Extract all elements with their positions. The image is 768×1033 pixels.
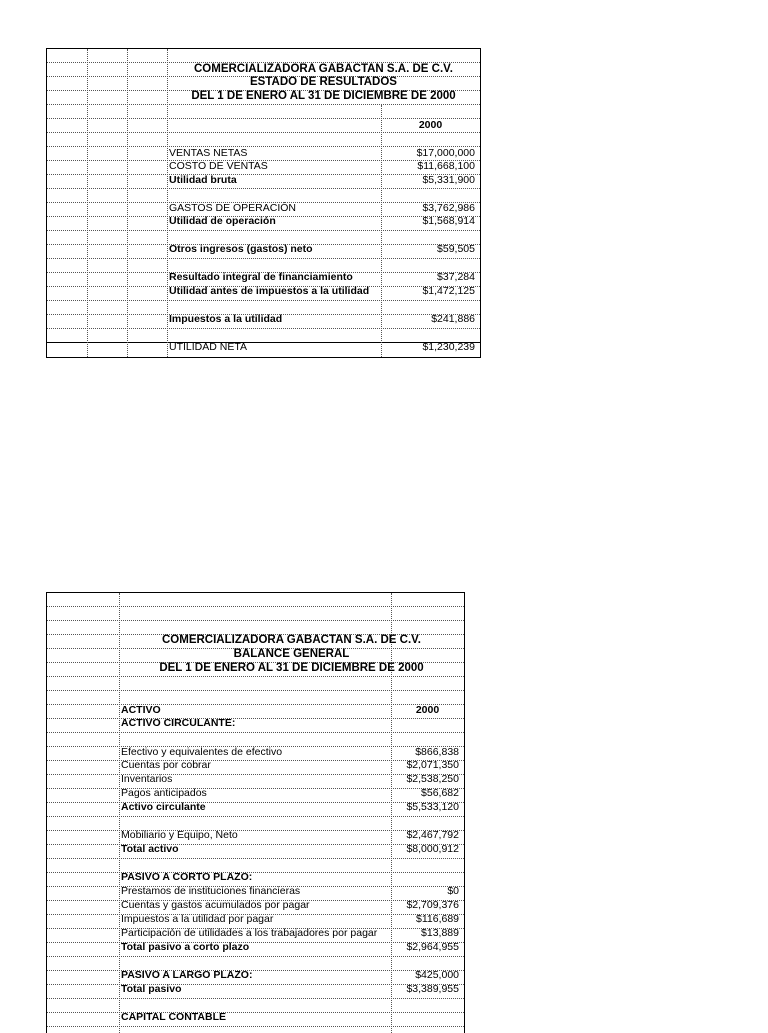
balance-row-label: Total pasivo: [121, 983, 182, 995]
balance-row-label: Total activo: [121, 843, 179, 855]
income-row-label: Resultado integral de financiamiento: [169, 271, 353, 283]
balance-row-label: Efectivo y equivalentes de efectivo: [121, 746, 283, 758]
income-row-label: Otros ingresos (gastos) neto: [169, 243, 313, 255]
income-statement-table: [46, 48, 481, 358]
income-row-value: $1,568,914: [422, 215, 475, 227]
balance-row-label: CAPITAL CONTABLE: [121, 1011, 226, 1023]
balance-row-label: PASIVO A CORTO PLAZO:: [121, 871, 253, 883]
balance-row-label: Mobiliario y Equipo, Neto: [121, 829, 238, 841]
balance-row-label: Cuentas y gastos acumulados por pagar: [121, 899, 310, 911]
activo-heading: ACTIVO: [121, 704, 161, 716]
income-period: DEL 1 DE ENERO AL 31 DE DICIEMBRE DE 2000: [191, 90, 456, 102]
balance-row-value: $0: [447, 885, 459, 897]
income-row-value: $37,284: [437, 271, 475, 283]
balance-sheet-table: [46, 592, 465, 1033]
income-row-value: $1,230,239: [422, 341, 475, 353]
income-row-label: Utilidad antes de impuestos a la utilidad: [169, 285, 370, 297]
income-row-label: Utilidad bruta: [169, 174, 237, 186]
activo-circulante-heading: ACTIVO CIRCULANTE:: [121, 717, 236, 729]
balance-statement-title: BALANCE GENERAL: [233, 648, 350, 660]
income-row-value: $241,886: [431, 313, 475, 325]
balance-row-label: Cuentas por cobrar: [121, 759, 211, 771]
income-row-label: VENTAS NETAS: [169, 147, 248, 159]
income-row-value: $1,472,125: [422, 285, 475, 297]
balance-row-value: $2,538,250: [406, 773, 459, 785]
balance-row-label: Inventarios: [121, 773, 173, 785]
balance-row-label: Total pasivo a corto plazo: [121, 941, 250, 953]
balance-row-label: Participación de utilidades a los trabajadores por pagar: [121, 927, 378, 939]
income-row-label: COSTO DE VENTAS: [169, 160, 268, 172]
balance-row-value: $13,889: [421, 927, 459, 939]
income-row-value: $11,668,100: [417, 160, 475, 172]
balance-row-value: $2,071,350: [406, 759, 459, 771]
balance-company-title: COMERCIALIZADORA GABACTAN S.A. DE C.V.: [162, 634, 421, 646]
balance-row-value: $2,467,792: [406, 829, 459, 841]
balance-row-value: $56,682: [421, 787, 459, 799]
balance-row-label: Pagos anticipados: [121, 787, 207, 799]
balance-row-value: $116,689: [415, 913, 459, 925]
balance-row-label: Activo circulante: [121, 801, 206, 813]
income-company-title: COMERCIALIZADORA GABACTAN S.A. DE C.V.: [194, 63, 453, 75]
balance-year-header: 2000: [415, 704, 440, 716]
balance-row-value: $5,533,120: [406, 801, 459, 813]
balance-row-value: $2,709,376: [406, 899, 459, 911]
balance-row-value: $2,964,955: [406, 941, 459, 953]
balance-row-value: $3,389,955: [406, 983, 459, 995]
income-row-value: $17,000,000: [416, 147, 475, 159]
income-row-label: Utilidad de operación: [169, 215, 276, 227]
income-row-label: GASTOS DE OPERACIÓN: [169, 202, 296, 214]
balance-row-label: Prestamos de instituciones financieras: [121, 885, 301, 897]
balance-row-label: PASIVO A LARGO PLAZO:: [121, 969, 253, 981]
income-row-value: $59,505: [437, 243, 475, 255]
income-row-value: $3,762,986: [422, 202, 475, 214]
balance-period: DEL 1 DE ENERO AL 31 DE DICIEMBRE DE 2000: [159, 662, 424, 674]
balance-row-value: $425,000: [415, 969, 459, 981]
balance-row-value: $8,000,912: [406, 843, 459, 855]
income-row-label: Impuestos a la utilidad: [169, 313, 283, 325]
income-row-label: UTILIDAD NETA: [169, 341, 247, 353]
income-year-header: 2000: [418, 119, 443, 131]
balance-row-label: Impuestos a la utilidad por pagar: [121, 913, 274, 925]
income-statement-title: ESTADO DE RESULTADOS: [250, 76, 397, 88]
income-row-value: $5,331,900: [422, 174, 475, 186]
balance-row-value: $866,838: [415, 746, 459, 758]
